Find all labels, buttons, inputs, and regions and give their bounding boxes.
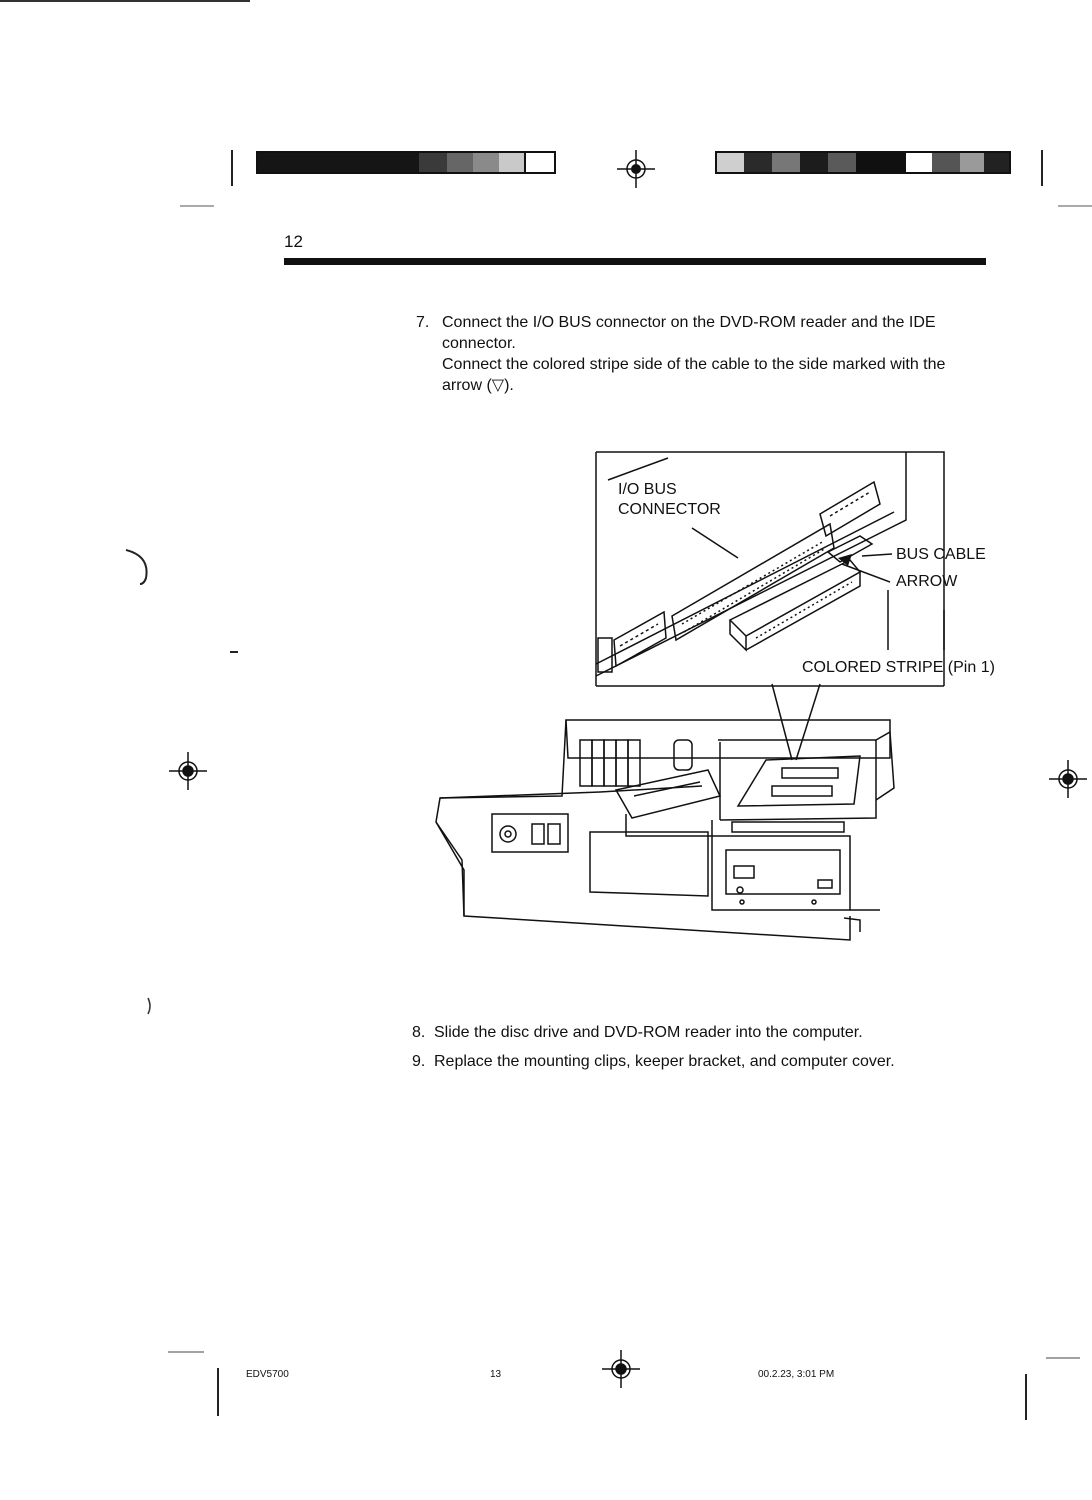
callout-io-bus-line2: CONNECTOR — [618, 501, 721, 518]
footer-center: 13 — [490, 1369, 502, 1380]
callout-bus-cable: BUS CABLE — [896, 546, 986, 563]
step-7 — [416, 312, 1016, 402]
top-registration-marks — [0, 0, 1092, 290]
registration-crosshair-icon — [602, 1350, 640, 1388]
callout-arrow: ARROW — [896, 573, 958, 590]
header-rule — [284, 258, 986, 265]
step-number: 8. — [412, 1024, 426, 1041]
step-number: 9. — [412, 1053, 426, 1070]
callout-colored-stripe: COLORED STRIPE (Pin 1) — [802, 659, 995, 676]
callout-io-bus-line1: I/O BUS — [618, 481, 677, 498]
registration-crosshair-icon — [1049, 760, 1087, 798]
color-bar-right — [716, 152, 1010, 173]
registration-crosshair-icon — [617, 150, 655, 188]
footer-right: 00.2.23, 3:01 PM — [758, 1369, 835, 1380]
step-text: Slide the disc drive and DVD-ROM reader into the computer. — [434, 1024, 863, 1041]
side-registration-marks — [0, 520, 1092, 1500]
registration-crosshair-icon — [169, 752, 207, 790]
page-number: 12 — [284, 232, 303, 251]
color-bar-left — [257, 152, 555, 173]
step-text: Replace the mounting clips, keeper bracket, and computer cover. — [434, 1053, 895, 1070]
step-number: 7. — [416, 314, 430, 331]
step-text: Connect the I/O BUS connector on the DVD-ROM reader and the IDE connector. Connect the colored stripe side of the cable to the side marked with the arrow (▽). — [442, 314, 946, 394]
footer-left: EDV5700 — [246, 1369, 289, 1380]
